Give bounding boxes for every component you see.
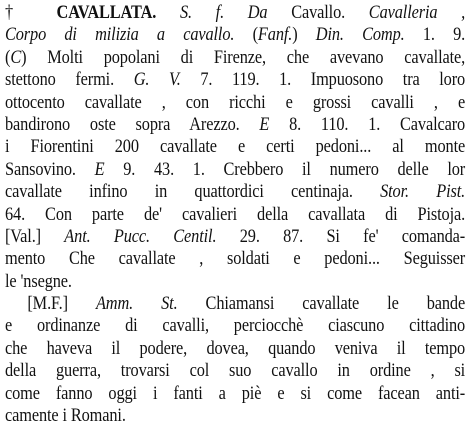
text-segment: [M.F.] [27, 293, 96, 315]
entry-line [5, 69, 465, 91]
text-segment: come fanno oggi i fanti a piè e si come facean anti- [5, 382, 466, 404]
text-segment: Da [247, 2, 268, 23]
entry-line [5, 92, 465, 114]
text-segment: ) [292, 24, 316, 46]
text-segment [224, 2, 248, 23]
entry-line [5, 136, 465, 158]
entry-line [5, 405, 465, 427]
text-segment: che haveva il podere, dovea, quando veniva il tempo [5, 337, 466, 359]
text-segment: ( [5, 46, 11, 68]
text-segment: 29. 87. Si fe' comanda- [216, 225, 466, 247]
text-segment: Chiamansi cavallate le bande [177, 293, 466, 315]
text-segment: Stor. Pist. [380, 181, 466, 203]
text-segment: Corpo di milizia a cavallo. [5, 24, 235, 46]
text-segment: camente i Romani. [5, 405, 126, 427]
entry-line [5, 47, 465, 69]
text-segment: Sansovino. [5, 158, 95, 180]
entry-line [5, 204, 465, 226]
text-segment: CAVALLATA. [56, 2, 157, 23]
text-segment: 9. 43. 1. Crebbero il numero delle lor [104, 158, 466, 180]
text-segment: [Val.] [5, 225, 65, 247]
entry-line [5, 114, 465, 136]
text-segment: le 'nsegne. [5, 270, 72, 292]
entry-line [5, 315, 465, 337]
text-segment: Amm. St. [95, 293, 178, 315]
text-segment: 7. 119. 1. Impuosono tra loro [180, 69, 466, 91]
text-segment: della guerra, trovarsi col suo cavallo in ordine , si [5, 360, 466, 382]
entry-line [5, 383, 465, 405]
text-segment: stettono fermi. [5, 69, 134, 91]
entry-line [5, 271, 465, 293]
text-segment: 1. 9. [404, 24, 466, 46]
entry-line [5, 159, 465, 181]
entry-line [5, 248, 465, 270]
text-segment: C [10, 46, 22, 68]
entry-line [5, 360, 465, 382]
text-segment: i Fiorentini 200 cavallate e certi pedoni... al monte [5, 136, 466, 158]
text-segment: ) Molti popolani di Firenze, che avevano cavallate, [21, 46, 466, 68]
text-segment: mento Che cavallate , soldati e pedoni... Seguisser [5, 248, 466, 270]
text-segment: 64. Con parte de' cavalieri della cavallata di Pistoja. [5, 203, 466, 225]
text-segment: Fanf. [257, 24, 293, 46]
text-segment: 8. 110. 1. Cavalcaro [269, 113, 466, 135]
text-segment: E [259, 113, 270, 135]
text-segment: E [94, 158, 105, 180]
text-segment: Ant. Pucc. Centil. [64, 225, 217, 247]
text-segment: e ordinanze di cavalli, perciocchè ciascuno cittadino [5, 315, 466, 337]
text-segment: ottocento cavallate , con ricchi e grossi cavalli , e [5, 91, 466, 113]
entry-line [5, 226, 465, 248]
entry-line [5, 181, 465, 203]
text-segment: Din. Comp. [315, 24, 405, 46]
text-segment: ( [234, 24, 258, 46]
text-segment: bandirono oste sopra Arezzo. [5, 113, 260, 135]
entry-line [5, 338, 465, 360]
text-segment: S. f. [179, 2, 225, 23]
text-segment: Cavallo. [267, 2, 369, 23]
entry-line [5, 293, 465, 315]
entry-line [5, 24, 465, 46]
text-segment: cavallate infino in quattordici centinaja. [5, 181, 381, 203]
entry-line [5, 2, 465, 24]
text-segment [156, 2, 180, 23]
text-segment: † [5, 2, 57, 23]
text-segment: Cavalleria , [368, 2, 466, 23]
text-segment: G. V. [133, 69, 181, 91]
